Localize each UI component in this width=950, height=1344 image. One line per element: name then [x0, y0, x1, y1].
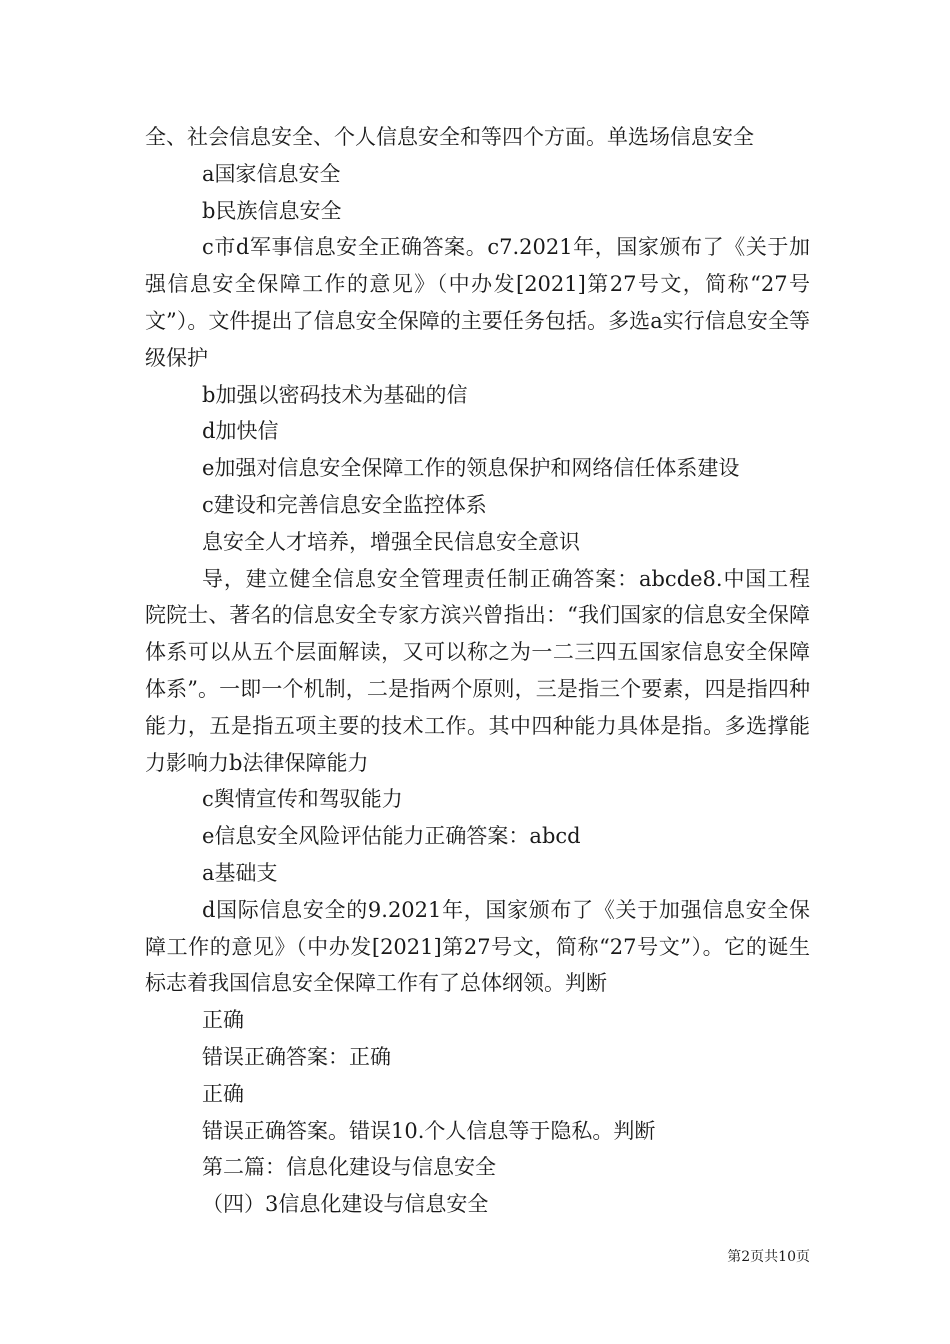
subsection-heading: （四）3信息化建设与信息安全	[202, 1192, 489, 1217]
option-item: d加快信	[202, 419, 279, 444]
option-item: e加强对信息安全保障工作的领息保护和网络信任体系建设	[202, 456, 740, 481]
option-item: a基础支	[202, 860, 278, 885]
paragraph: d国际信息安全的9.2021年，国家颁布了《关于加强信息安全保障工作的意见》（中办发[2021]第27号文，简称“27号文”）。它的诞生标志着我国信息安全保障工作有了总体纲领。判断	[145, 897, 810, 996]
paragraph: 导，建立健全信息安全管理责任制正确答案：abcde8.中国工程院院士、著名的信息安全专家方滨兴曾指出：“我们国家的信息安全保障体系可以从五个层面解读，又可以称之为一二三四五国家信息安全保障体系”。一即一个机制，二是指两个原则，三是指三个要素，四是指四种能力，五是指五项主要的技术工作。其中四种能力具体是指。多选撑能力影响力b法律保障能力	[145, 566, 810, 775]
option-item: e信息安全风险评估能力正确答案：abcd	[202, 824, 581, 849]
option-item: 正确	[202, 1008, 244, 1033]
option-item: c建设和完善信息安全监控体系	[202, 492, 487, 517]
option-item: 错误正确答案：正确	[202, 1044, 391, 1069]
page-number: 第2页共10页	[727, 1249, 810, 1265]
section-heading: 第二篇：信息化建设与信息安全	[202, 1155, 496, 1180]
paragraph: 全、社会信息安全、个人信息安全和等四个方面。单选场信息安全	[145, 125, 754, 149]
option-item: b加强以密码技术为基础的信	[202, 382, 468, 407]
document-body	[145, 119, 810, 1223]
paragraph: c市d军事信息安全正确答案。c7.2021年，国家颁布了《关于加强信息安全保障工作的意见》（中办发[2021]第27号文，简称“27号文”）。文件提出了信息安全保障的主要任务包括。多选a实行信息安全等级保护	[145, 235, 810, 370]
option-item: c舆情宣传和驾驭能力	[202, 787, 403, 812]
option-item: 正确	[202, 1081, 244, 1106]
option-item: 错误正确答案。错误10.个人信息等于隐私。判断	[202, 1118, 656, 1143]
option-item: a国家信息安全	[202, 161, 341, 186]
option-item: 息安全人才培养，增强全民信息安全意识	[202, 529, 580, 554]
option-item: b民族信息安全	[202, 198, 342, 223]
